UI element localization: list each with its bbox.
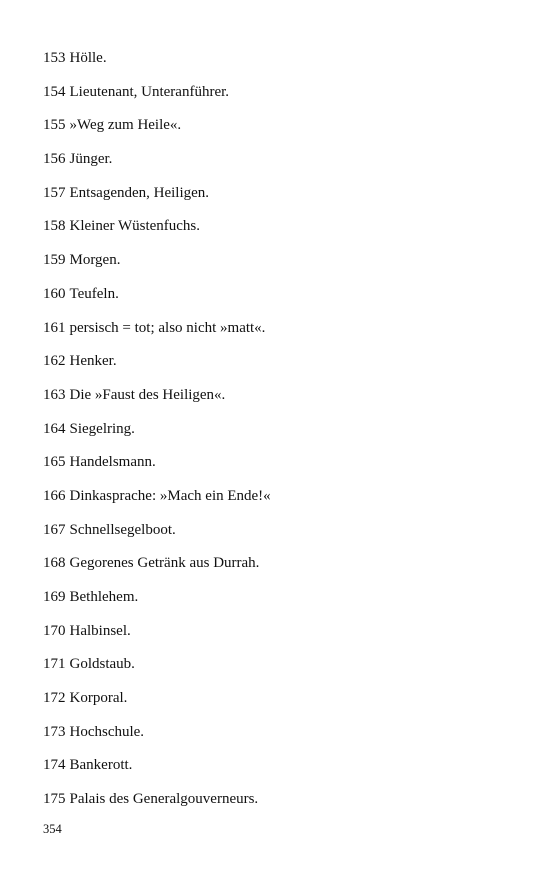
endnote-text: Kleiner Wüstenfuchs. (69, 218, 201, 235)
endnote-text: Hochschule. (69, 723, 145, 740)
endnote-text: Korporal. (69, 690, 128, 707)
endnote-number: 154 (43, 83, 66, 100)
endnote-text: Halbinsel. (69, 622, 131, 639)
endnote-number: 174 (43, 757, 66, 774)
endnote (43, 653, 271, 687)
endnote (43, 519, 271, 553)
endnote-text: Gegorenes Getränk aus Durrah. (69, 555, 260, 572)
endnote (43, 249, 271, 283)
endnote-number: 170 (43, 622, 66, 639)
endnote-number: 171 (43, 656, 66, 673)
endnote (43, 148, 271, 182)
endnote-number: 158 (43, 218, 66, 235)
endnote-number: 161 (43, 319, 66, 336)
endnote-number: 168 (43, 555, 66, 572)
endnote (43, 317, 271, 351)
endnote-number: 175 (43, 791, 66, 808)
endnote (43, 788, 271, 822)
endnote-text: Entsagenden, Heiligen. (69, 184, 210, 201)
endnote-number: 164 (43, 420, 66, 437)
endnote-text: Morgen. (69, 252, 121, 269)
endnote-text: Die »Faust des Heiligen«. (69, 386, 226, 403)
endnote (43, 114, 271, 148)
endnote-number: 172 (43, 690, 66, 707)
endnote-text: Palais des Generalgouverneurs. (69, 791, 259, 808)
endnote-number: 166 (43, 487, 66, 504)
endnote (43, 687, 271, 721)
endnote-text: Jünger. (69, 151, 113, 168)
endnote (43, 451, 271, 485)
endnote-number: 163 (43, 386, 66, 403)
endnote (43, 215, 271, 249)
endnote-number: 162 (43, 353, 66, 370)
endnote (43, 283, 271, 317)
endnote (43, 81, 271, 115)
endnote-text: Henker. (69, 353, 117, 370)
endnote-text: Bankerott. (69, 757, 133, 774)
endnote-number: 157 (43, 184, 66, 201)
endnote-number: 155 (43, 117, 66, 134)
endnote-text: Lieutenant, Unteranführer. (69, 83, 230, 100)
endnote-text: Goldstaub. (69, 656, 135, 673)
endnote (43, 350, 271, 384)
endnote-number: 167 (43, 521, 66, 538)
endnote-text: »Weg zum Heile«. (69, 117, 182, 134)
endnote (43, 552, 271, 586)
endnote-text: Hölle. (69, 50, 107, 66)
endnote-number: 165 (43, 454, 66, 471)
endnote (43, 586, 271, 620)
endnote-number: 160 (43, 285, 66, 302)
endnote (43, 47, 271, 81)
endnote (43, 384, 271, 418)
page-number: 354 (43, 822, 62, 836)
endnote-text: Dinkasprache: »Mach ein Ende!« (69, 487, 271, 504)
endnote-number: 153 (43, 50, 66, 66)
endnote-number: 156 (43, 151, 66, 168)
endnote (43, 485, 271, 519)
endnote (43, 182, 271, 216)
endnote (43, 620, 271, 654)
endnote-text: Handelsmann. (69, 454, 156, 471)
endnote-text: Siegelring. (69, 420, 135, 437)
endnote (43, 418, 271, 452)
endnote-text: Bethlehem. (69, 589, 139, 605)
endnote (43, 721, 271, 755)
endnote-number: 169 (43, 589, 66, 605)
endnote-number: 173 (43, 723, 66, 740)
endnote-text: persisch = tot; also nicht »matt«. (69, 319, 266, 336)
endnote-text: Schnellsegelboot. (69, 521, 176, 538)
endnote (43, 754, 271, 788)
endnotes-list (43, 47, 271, 822)
endnote-number: 159 (43, 252, 66, 269)
endnote-text: Teufeln. (69, 285, 119, 302)
